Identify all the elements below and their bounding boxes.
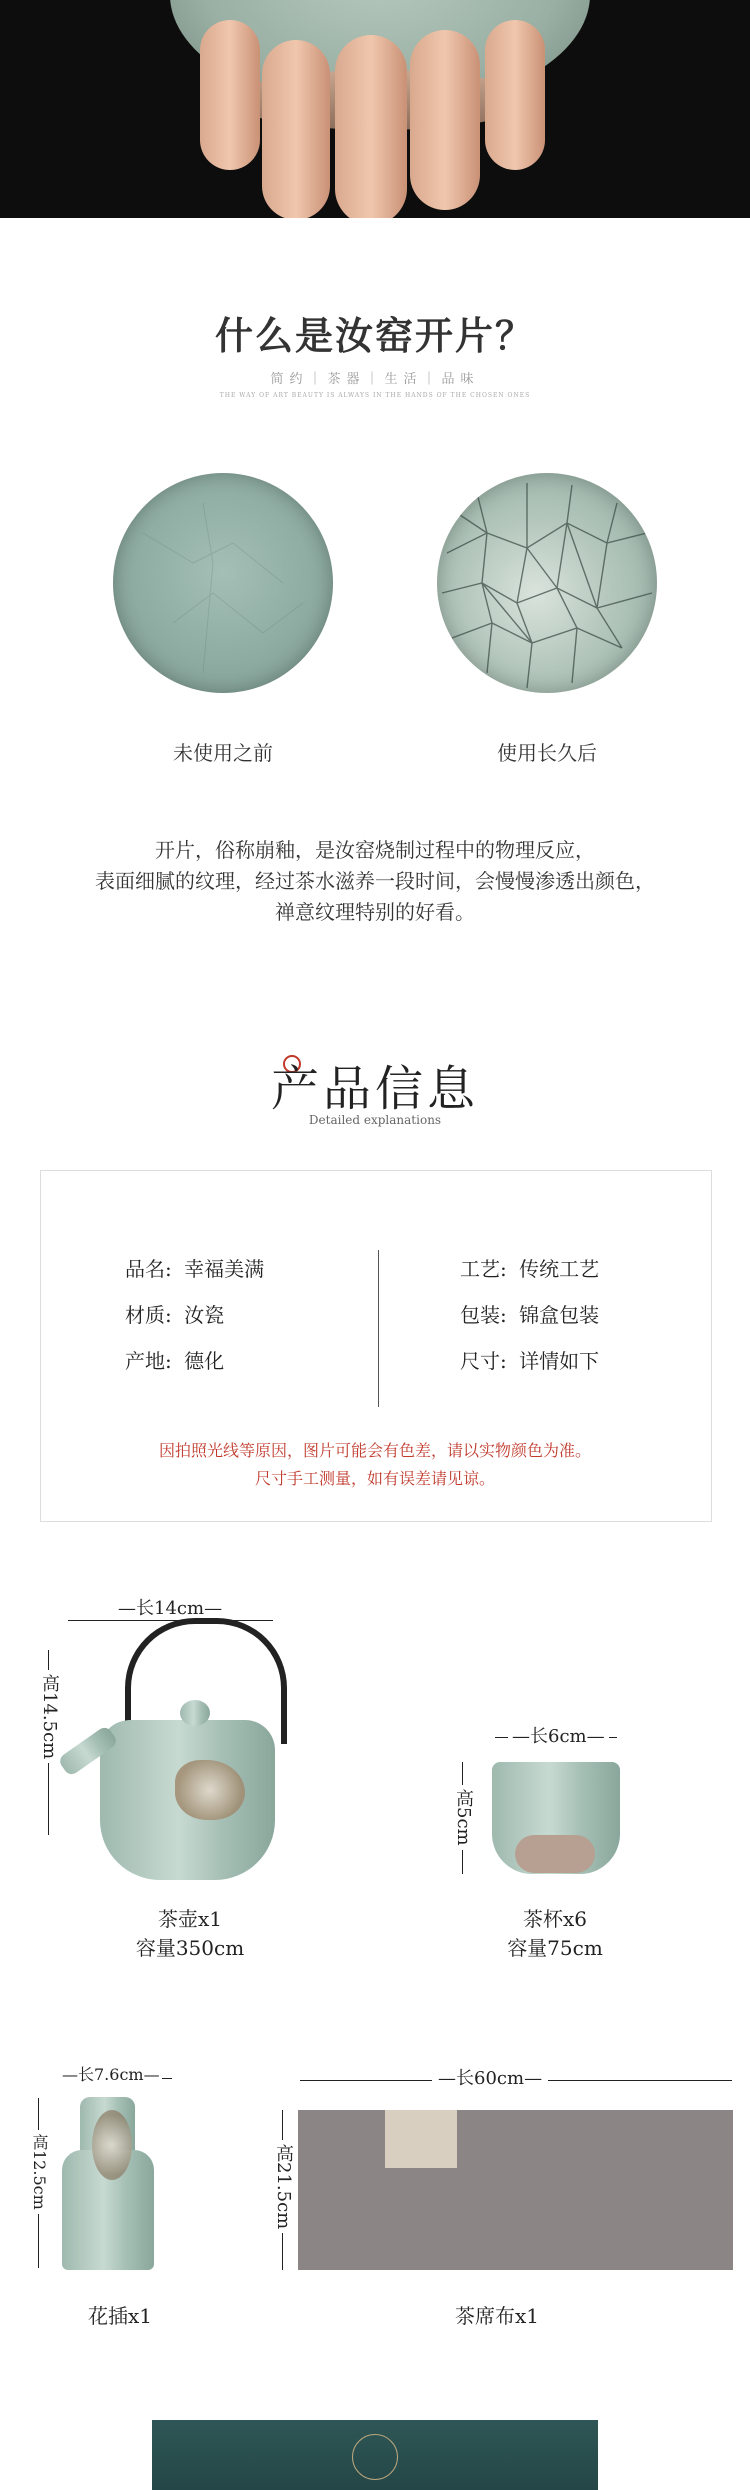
teapot-name: 茶壶x1	[157, 1907, 222, 1931]
section-subtitle: 简约｜茶器｜生活｜品味	[270, 372, 480, 387]
info-value: 详情如下	[519, 1349, 600, 1373]
mat-height-label: 高21.5cm	[270, 2140, 296, 2233]
tea-mat-image	[298, 2110, 733, 2270]
info-value: 汝瓷	[184, 1303, 225, 1327]
info-craft-row	[460, 1253, 599, 1282]
teapot-length-line	[68, 1620, 273, 1621]
cup-height-label: 高5cm	[450, 1785, 476, 1850]
teapot-height-label: 高14.5cm	[36, 1670, 62, 1763]
info-name-row	[125, 1253, 264, 1282]
mat-length-label: —长60cm—	[432, 2064, 548, 2090]
gift-box-image	[152, 2420, 598, 2490]
info-size-row	[460, 1345, 599, 1374]
hand-finger	[200, 20, 260, 170]
vase-height-label: 高12.5cm	[28, 2130, 51, 2214]
info-material-row	[125, 1299, 224, 1328]
cup-length-label: —长6cm—	[508, 1722, 609, 1748]
hand-finger	[335, 35, 407, 218]
section-title: 什么是汝窑开片？	[214, 313, 535, 358]
hand-finger	[410, 30, 480, 210]
cup-capacity: 容量75cm	[507, 1936, 603, 1960]
vase-name: 花插x1	[87, 2304, 152, 2328]
info-label: 尺寸:	[460, 1349, 507, 1373]
info-label: 材质:	[125, 1303, 172, 1327]
product-info-subtitle: Detailed explanations	[308, 1113, 442, 1127]
plate-before-image	[113, 473, 333, 693]
info-value: 幸福美满	[184, 1257, 265, 1281]
hand-finger	[485, 20, 545, 170]
info-origin-row	[125, 1345, 224, 1374]
info-divider	[378, 1250, 379, 1407]
cup-name: 茶杯x6	[522, 1907, 587, 1931]
cup-foot	[515, 1835, 595, 1873]
info-value: 传统工艺	[519, 1257, 600, 1281]
info-value: 锦盒包装	[519, 1303, 600, 1327]
box-seal-icon	[352, 2434, 398, 2480]
plate-after-image	[437, 473, 657, 693]
hand-finger	[262, 40, 330, 218]
hero-photo	[0, 0, 750, 218]
teapot-length-label: —长14cm—	[112, 1594, 228, 1620]
description	[0, 835, 750, 928]
notice-line: 因拍照光线等原因，图片可能会有色差，请以实物颜色为准。	[158, 1441, 591, 1460]
info-package-row	[460, 1299, 599, 1328]
section-subtitle-en: THE WAY OF ART BEAUTY IS ALWAYS IN THE HANDS OF THE CHOSEN ONES	[219, 392, 531, 399]
description-line: 表面细腻的纹理，经过茶水滋养一段时间，会慢慢渗透出颜色，	[95, 869, 655, 893]
ginkgo-decoration	[92, 2110, 132, 2180]
info-label: 品名:	[125, 1257, 172, 1281]
description-line: 开片，俗称崩釉，是汝窑烧制过程中的物理反应，	[155, 838, 595, 862]
before-label: 未使用之前	[173, 741, 273, 765]
teapot-lid-knob	[180, 1700, 210, 1726]
info-label: 包装:	[460, 1303, 507, 1327]
info-label: 产地:	[125, 1349, 172, 1373]
notice-line: 尺寸手工测量，如有误差请见谅。	[254, 1469, 495, 1488]
after-label: 使用长久后	[497, 741, 597, 765]
teapot-capacity: 容量350cm	[135, 1936, 245, 1960]
mat-name: 茶席布x1	[454, 2304, 539, 2328]
info-value: 德化	[184, 1349, 225, 1373]
info-label: 工艺:	[460, 1257, 507, 1281]
description-line: 禅意纹理特别的好看。	[275, 900, 475, 924]
vase-length-label: —长7.6cm—	[60, 2062, 162, 2085]
mat-label-patch	[385, 2110, 457, 2168]
product-info-title: 产品信息	[270, 1061, 479, 1117]
